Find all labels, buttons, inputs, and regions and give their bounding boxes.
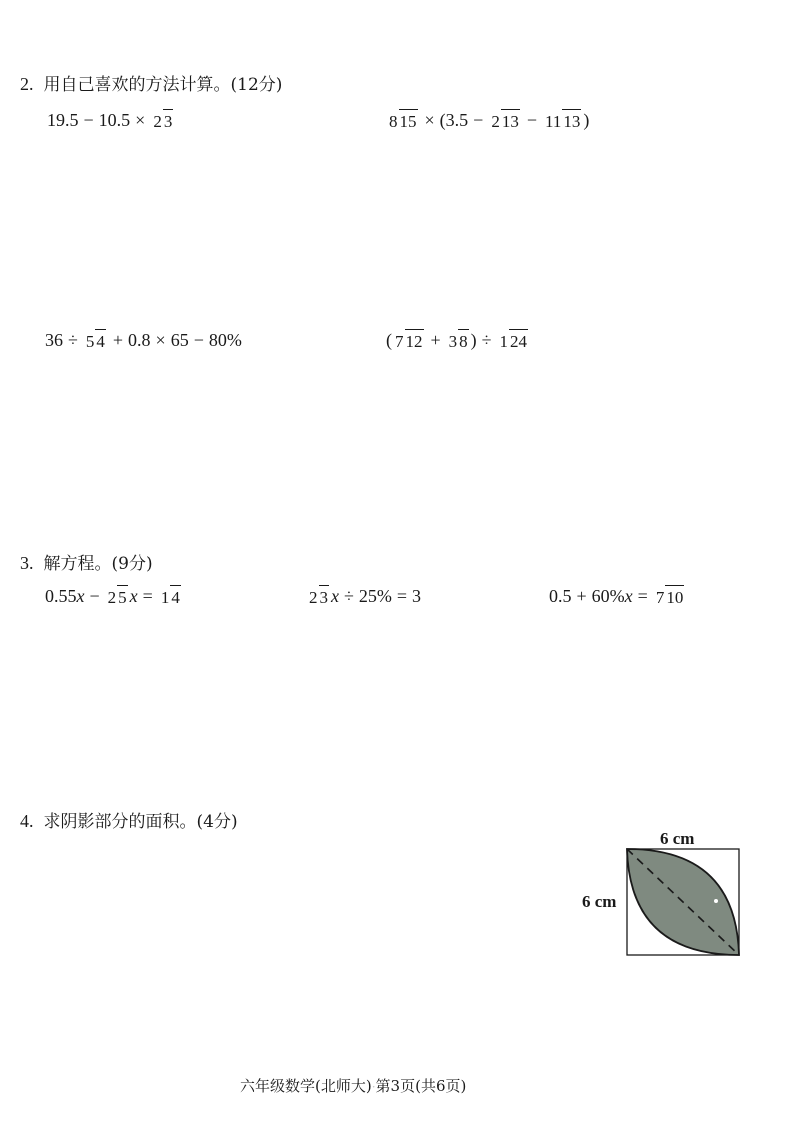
operand: 36	[45, 330, 63, 350]
section-3-heading	[20, 549, 153, 574]
denominator: 24	[509, 329, 528, 351]
result: 3	[412, 586, 422, 606]
operand: 3.5	[445, 110, 469, 130]
scan-mark: ·	[371, 1080, 376, 1094]
denominator: 10	[665, 585, 684, 607]
denominator: 15	[399, 109, 418, 131]
operator: +	[430, 330, 441, 350]
shaded-leaf-figure	[624, 846, 742, 958]
section-4-number: 4.	[20, 811, 34, 831]
numerator: 11	[544, 111, 562, 131]
section-3-title: 解方程。(9分)	[43, 554, 153, 574]
section-4-heading	[20, 807, 238, 832]
operator: −	[473, 110, 484, 130]
numerator: 8	[389, 111, 398, 131]
numerator: 2	[107, 587, 117, 607]
denominator: 4	[95, 329, 106, 351]
problem-2-3	[45, 330, 242, 351]
equals: =	[142, 586, 153, 606]
operator: −	[89, 586, 100, 606]
operand: 80%	[208, 330, 242, 350]
operator: −	[83, 110, 94, 130]
operator: −	[193, 330, 204, 350]
fraction	[394, 332, 424, 350]
fraction	[308, 588, 329, 606]
operator: ×	[155, 330, 166, 350]
denominator: 3	[319, 585, 330, 607]
operand: 65	[170, 330, 189, 350]
fraction	[388, 112, 418, 130]
numerator: 7	[655, 587, 665, 607]
operand: 25%	[358, 586, 392, 606]
numerator: 2	[153, 111, 162, 131]
paren-open: (	[386, 330, 392, 350]
operand: 19.5	[47, 110, 79, 130]
operand: 10.5	[98, 110, 131, 130]
operator: −	[526, 110, 537, 130]
operand: 0.8	[128, 330, 151, 350]
operand: 0.5	[549, 586, 572, 606]
variable: x	[331, 586, 339, 606]
numerator: 3	[448, 331, 458, 351]
problem-2-4	[386, 330, 530, 351]
problem-2-2	[386, 110, 589, 131]
denominator: 8	[458, 329, 469, 351]
operand: 0.55	[45, 586, 77, 606]
operator: ×	[135, 110, 146, 130]
operand: 60%	[591, 586, 625, 606]
numerator: 1	[160, 587, 170, 607]
denominator: 13	[562, 109, 581, 131]
figure-top-label: 6 cm	[660, 829, 695, 848]
fraction	[655, 588, 685, 606]
numerator: 5	[85, 331, 95, 351]
footer-text: 六年级数学(北师大)	[240, 1077, 372, 1095]
fraction	[160, 588, 181, 606]
problem-2-1	[47, 110, 175, 131]
denominator: 5	[117, 585, 128, 607]
equation-3-2	[306, 586, 421, 607]
operator: ÷	[344, 586, 354, 606]
fraction	[544, 112, 581, 130]
fraction	[85, 332, 106, 350]
equals: =	[396, 586, 408, 606]
equals: =	[637, 586, 648, 606]
fraction	[490, 112, 520, 130]
numerator: 2	[309, 587, 318, 607]
figure-side-label: 6 cm	[582, 892, 617, 911]
paren-close: )	[583, 110, 590, 130]
fraction	[448, 332, 469, 350]
page-footer	[240, 1075, 466, 1096]
equation-3-3	[549, 586, 686, 607]
fraction	[152, 112, 173, 130]
denominator: 4	[170, 585, 181, 607]
operator: ÷	[481, 330, 492, 350]
paren-open: (	[439, 110, 446, 130]
denominator: 12	[405, 329, 424, 351]
footer-page: 第3页(共6页)	[375, 1077, 467, 1095]
section-2-number: 2.	[20, 74, 34, 94]
operator: ×	[424, 110, 435, 130]
equation-3-1	[45, 586, 183, 607]
variable: x	[129, 586, 138, 606]
section-3-number: 3.	[20, 553, 34, 573]
section-2-heading	[20, 70, 282, 95]
fraction	[499, 332, 529, 350]
numerator: 2	[491, 111, 500, 131]
operator: +	[576, 586, 587, 606]
denominator: 3	[163, 109, 174, 131]
fraction	[107, 588, 128, 606]
variable: x	[76, 586, 85, 606]
section-4-title: 求阴影部分的面积。(4分)	[43, 812, 238, 832]
operator: ÷	[68, 330, 78, 350]
numerator: 1	[499, 331, 509, 351]
paren-close: )	[470, 330, 477, 350]
operator: +	[112, 330, 124, 350]
variable: x	[624, 586, 633, 606]
numerator: 7	[395, 331, 404, 351]
section-2-title: 用自己喜欢的方法计算。(12分)	[43, 75, 283, 95]
denominator: 13	[501, 109, 520, 131]
scan-speck	[714, 899, 718, 903]
